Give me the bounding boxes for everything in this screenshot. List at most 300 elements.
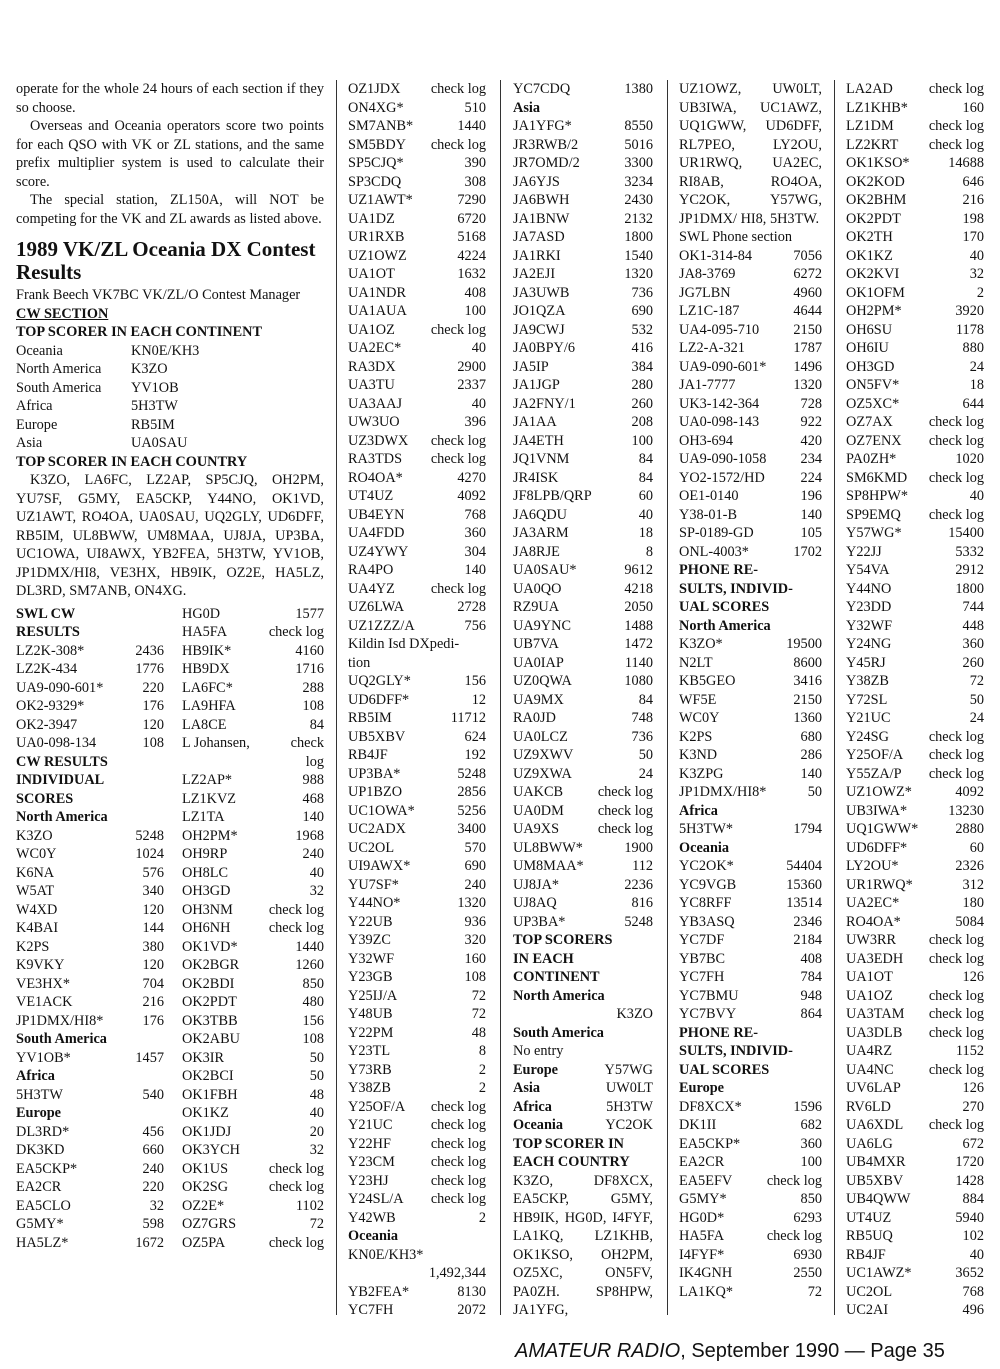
callsign-list: UZ1OWZ, UW0LT, UB3IWA, UC1AWZ, UQ1GWW, UD6DFF, RL7PEO, LY2OU, UR1RWQ, UA2EC, RI8AB, RO4OA, YC2OK, Y57WG, JP1DMX/ HI8, 5H3TW. xyxy=(679,81,822,227)
callsign: UA1DZ xyxy=(348,210,395,227)
score: 682 xyxy=(800,1117,822,1133)
callsign: Y73RB xyxy=(348,1061,392,1078)
score-row xyxy=(513,672,653,691)
intro-paragraph: operate for the whole 24 hours of each section if they so choose. xyxy=(16,81,324,116)
score: 1577 xyxy=(295,605,324,622)
subheading: SULTS, INDIVID- xyxy=(679,580,793,597)
callsign: SP-0189-GD xyxy=(679,525,754,541)
score: 744 xyxy=(962,599,984,615)
score: 2912 xyxy=(955,562,984,578)
callsign: Y21UC xyxy=(348,1117,393,1133)
score: 11712 xyxy=(450,710,486,726)
score-row xyxy=(679,876,822,895)
score-row xyxy=(846,894,984,913)
byline: Frank Beech VK7BC VK/ZL/O Contest Manager xyxy=(16,287,301,303)
continent-name: Oceania xyxy=(513,1117,564,1133)
callsign: UC2ADX xyxy=(348,821,406,837)
score-row xyxy=(348,1061,486,1080)
score: 2900 xyxy=(457,358,486,375)
score-row xyxy=(846,99,984,118)
score-row xyxy=(348,265,486,284)
score: 84 xyxy=(309,716,324,733)
callsign: UA2EC* xyxy=(348,340,402,356)
score-row xyxy=(513,136,653,155)
score-row xyxy=(679,950,822,969)
score: 108 xyxy=(142,735,164,751)
score: 1102 xyxy=(295,1197,324,1214)
callsign: UA2EC* xyxy=(846,895,900,911)
score: 220 xyxy=(142,1179,164,1195)
callsign: UC1OWA* xyxy=(348,802,415,819)
score-row xyxy=(348,561,486,580)
score: check log xyxy=(268,901,324,918)
callsign: UT4UZ xyxy=(348,488,394,504)
score-row xyxy=(16,1197,164,1216)
score: 48 xyxy=(471,1024,486,1041)
score-row xyxy=(846,376,984,395)
callsign: UZ1AWT* xyxy=(348,192,413,208)
score: check log xyxy=(928,747,984,763)
callsign: UA4RZ xyxy=(846,1043,893,1059)
score-row xyxy=(182,1160,324,1179)
score-row xyxy=(182,919,324,938)
callsign: JR7OMD/2 xyxy=(513,155,580,171)
score-row xyxy=(513,913,653,932)
score: check log xyxy=(928,469,984,486)
score-row xyxy=(679,265,822,284)
callsign: UAKCB xyxy=(513,784,564,800)
score-row xyxy=(846,672,984,691)
score-row xyxy=(513,80,653,99)
score: 102 xyxy=(962,1228,984,1244)
column-1 xyxy=(16,80,324,1252)
score-row xyxy=(16,679,164,698)
score-row xyxy=(182,1197,324,1216)
score-row xyxy=(16,1141,164,1160)
callsign: K9VKY xyxy=(16,957,65,973)
score-row xyxy=(348,746,486,765)
score: 48 xyxy=(309,1086,324,1103)
score: 40 xyxy=(471,395,486,412)
score: check log xyxy=(928,1061,984,1078)
callsign: YC8RFF xyxy=(679,895,732,911)
score-row xyxy=(513,210,653,229)
callsign: UA0LCZ xyxy=(513,728,568,745)
score-row xyxy=(846,136,984,155)
score: 140 xyxy=(302,809,324,825)
callsign: JA8-3769 xyxy=(679,266,736,282)
callsign: Y25IJ/A xyxy=(348,987,398,1004)
callsign: UZ1OWZ xyxy=(348,247,407,264)
callsign: VE1ACK xyxy=(16,994,73,1010)
callsign: OH3GD xyxy=(846,358,895,375)
score-row xyxy=(182,734,324,753)
score-row xyxy=(679,1172,822,1191)
score: 380 xyxy=(142,938,164,955)
score: 768 xyxy=(962,1283,984,1300)
callsign: UA0SAU* xyxy=(513,562,577,578)
score: 1968 xyxy=(295,827,324,844)
top-country-heading: TOP SCORER IN EACH COUNTRY xyxy=(16,453,248,470)
callsign: UA1OT xyxy=(846,969,893,985)
score-row xyxy=(846,543,984,562)
callsign: OK3YCH xyxy=(182,1142,240,1158)
callsign: UA4FDD xyxy=(348,525,405,541)
score: check log xyxy=(928,81,984,97)
score-row xyxy=(16,956,164,975)
callsign: UC2AI xyxy=(846,1302,889,1318)
score-row xyxy=(16,938,164,957)
continent-name: Europe xyxy=(513,1061,559,1078)
continued-line: 1,492,344 xyxy=(428,1265,486,1281)
score: 270 xyxy=(962,1098,984,1115)
callsign: UJ8AQ xyxy=(513,895,557,911)
continent-row xyxy=(16,379,324,398)
subheading: SWL CW xyxy=(16,605,76,622)
score: 234 xyxy=(800,451,822,467)
score: 1152 xyxy=(955,1043,984,1059)
callsign: HB9IK* xyxy=(182,642,232,659)
callsign: K2PS xyxy=(16,938,50,955)
sub-column-1 xyxy=(16,605,164,1253)
score: 540 xyxy=(142,1086,164,1103)
score-row xyxy=(513,413,653,432)
score: 240 xyxy=(302,846,324,862)
callsign: OK2BHM xyxy=(846,192,907,208)
score: 2550 xyxy=(793,1265,822,1281)
score: 532 xyxy=(631,321,653,338)
callsign: K3ZO* xyxy=(679,636,723,652)
score-row xyxy=(513,820,653,839)
score-row xyxy=(348,487,486,506)
score: check log xyxy=(430,432,486,449)
continent-callsign: RB5IM xyxy=(131,416,175,433)
score-row xyxy=(679,913,822,932)
score-row xyxy=(348,543,486,562)
score: 208 xyxy=(631,414,653,430)
score-row xyxy=(846,839,984,858)
score: 15360 xyxy=(786,876,822,893)
score-row xyxy=(513,728,653,747)
score: 240 xyxy=(464,876,486,893)
score: 5332 xyxy=(955,543,984,560)
score: 13230 xyxy=(948,802,984,819)
score: 32 xyxy=(309,1142,324,1158)
score: 396 xyxy=(464,414,486,430)
callsign: JA6BWH xyxy=(513,192,570,208)
score: check log xyxy=(928,1006,984,1022)
score-row xyxy=(16,1123,164,1142)
score-row xyxy=(348,1098,486,1117)
score: 8130 xyxy=(457,1283,486,1300)
callsign: UZ3DWX xyxy=(348,432,409,449)
callsign: OE1-0140 xyxy=(679,488,739,504)
callsign: Y39ZC xyxy=(348,932,391,948)
callsign: UB7VA xyxy=(513,636,559,652)
score: 1800 xyxy=(955,580,984,597)
score: check log xyxy=(928,987,984,1004)
score-row xyxy=(513,580,653,599)
callsign: Y38-01-B xyxy=(679,506,737,523)
score-row xyxy=(16,642,164,661)
score-row xyxy=(846,469,984,488)
score-row xyxy=(846,1301,984,1320)
score: 360 xyxy=(464,525,486,541)
top-country-list: K3ZO, LA6FC, LZ2AP, SP5CJQ, OH2PM, YU7SF, G5MY, EA5CKP, Y44NO, OK1VD, UZ1AWT, RO4OA, UA0SAU, UQ2GLY, UD6DFF, RB5IM, UL8BWW, UM8MAA, UJ8JA, UP3BA, UC1OWA, UI8AWX, YB2FEA, 5H3TW, YV1OB, JP1DMX/HI8, VE3HX, HB9IK, OZ2E, HA5LZ, DL3RD, SM7ANB, ON4XG. xyxy=(16,472,324,599)
subheading: IN EACH xyxy=(513,950,574,967)
callsign: SP9EMQ xyxy=(846,506,901,523)
score: 60 xyxy=(969,839,984,856)
callsign: SP5CJQ* xyxy=(348,155,404,171)
callsign: OK2BGR xyxy=(182,957,240,973)
callsign: YC7FH xyxy=(348,1302,394,1318)
score: 2856 xyxy=(457,784,486,800)
callsign: Y32WF xyxy=(846,617,893,634)
score: check log xyxy=(928,765,984,782)
score-row xyxy=(846,1227,984,1246)
callsign: JA0BPY/6 xyxy=(513,340,575,356)
score: 1787 xyxy=(793,340,822,356)
score: 390 xyxy=(464,155,486,171)
callsign: LA8CE xyxy=(182,716,227,733)
score: 1380 xyxy=(624,81,653,97)
score: 32 xyxy=(309,883,324,899)
score: 420 xyxy=(800,432,822,449)
callsign: OH6NH xyxy=(182,920,231,936)
score: 448 xyxy=(962,617,984,634)
score-row xyxy=(513,265,653,284)
score-row xyxy=(846,654,984,673)
score-row xyxy=(513,839,653,858)
callsign: UA9MX xyxy=(513,691,564,708)
callsign: LA2AD xyxy=(846,81,893,97)
callsign: RA4PO xyxy=(348,562,394,578)
callsign: EA5CKP* xyxy=(16,1160,78,1177)
score-row xyxy=(348,524,486,543)
callsign: OK1KSO* xyxy=(846,155,910,171)
score: 5248 xyxy=(457,765,486,782)
score: 1540 xyxy=(624,247,653,264)
score-row xyxy=(348,432,486,451)
score: check log xyxy=(430,580,486,597)
score-row xyxy=(679,820,822,839)
score-row xyxy=(348,1135,486,1154)
score: 176 xyxy=(142,1012,164,1029)
callsign: RV6LD xyxy=(846,1098,891,1115)
score-row xyxy=(348,376,486,395)
callsign: UA4NC xyxy=(846,1061,894,1078)
callsign: JA4ETH xyxy=(513,432,564,449)
callsign: Y45RJ xyxy=(846,654,886,671)
score-row xyxy=(348,913,486,932)
score-row xyxy=(846,1061,984,1080)
callsign: Y38ZB xyxy=(348,1080,391,1096)
score: check log xyxy=(928,506,984,523)
score-row xyxy=(679,1005,822,1024)
score-row xyxy=(679,543,822,562)
column-rule xyxy=(500,80,501,1315)
score-row xyxy=(16,1215,164,1234)
score: 416 xyxy=(631,340,653,356)
score-row xyxy=(16,1234,164,1253)
callsign: UA3AAJ xyxy=(348,395,403,412)
score-row xyxy=(679,1209,822,1228)
callsign: Y72SL xyxy=(846,691,888,708)
callsign: OK2TH xyxy=(846,229,893,245)
score-row xyxy=(348,284,486,303)
subheading: PHONE RE- xyxy=(679,562,759,578)
score: check log xyxy=(430,1154,486,1170)
score-row xyxy=(679,506,822,525)
score: 84 xyxy=(638,451,653,467)
score-row xyxy=(513,376,653,395)
continent-name: Oceania xyxy=(16,342,63,359)
subheading: South America xyxy=(513,1024,604,1041)
score: 4160 xyxy=(295,642,324,659)
score-row xyxy=(348,839,486,858)
score: 1320 xyxy=(793,377,822,393)
score-row xyxy=(513,543,653,562)
callsign: SM6KMD xyxy=(846,469,908,486)
score-row xyxy=(513,358,653,377)
callsign: Y22PM xyxy=(348,1024,394,1041)
callsign: WC0Y xyxy=(679,710,720,726)
callsign: OH3NM xyxy=(182,901,233,918)
score-row xyxy=(182,938,324,957)
callsign: YC7FH xyxy=(679,969,725,985)
score-row xyxy=(513,154,653,173)
callsign: YB2FEA* xyxy=(348,1283,410,1300)
callsign: LZ1KHB* xyxy=(846,99,908,116)
score-row xyxy=(846,228,984,247)
score: 84 xyxy=(638,469,653,486)
score-row xyxy=(513,524,653,543)
score: 1320 xyxy=(624,266,653,282)
score: 1457 xyxy=(135,1049,164,1066)
callsign: RB4JF xyxy=(846,1246,886,1263)
callsign: LA9HFA xyxy=(182,698,236,714)
score-row xyxy=(182,771,324,790)
score-row xyxy=(348,80,486,99)
score-row xyxy=(846,1172,984,1191)
score-row xyxy=(679,1190,822,1209)
callsign: LZ2-A-321 xyxy=(679,340,745,356)
callsign: Y25OF/A xyxy=(846,747,904,763)
score: 408 xyxy=(464,284,486,301)
callsign: Y32WF xyxy=(348,950,395,967)
score: 24 xyxy=(969,710,984,726)
score-row xyxy=(679,1153,822,1172)
score-row xyxy=(846,1264,984,1283)
callsign: JF8LPB/QRP xyxy=(513,488,592,504)
score-row xyxy=(348,857,486,876)
callsign: K3ND xyxy=(679,747,718,763)
score-row xyxy=(679,635,822,654)
callsign: OK1FBH xyxy=(182,1086,238,1103)
score: check log xyxy=(928,1117,984,1133)
continued-line: log xyxy=(305,753,324,770)
score: 3920 xyxy=(955,303,984,319)
magazine-name: AMATEUR RADIO xyxy=(515,1340,681,1362)
score: 576 xyxy=(142,864,164,881)
score: 140 xyxy=(464,562,486,578)
callsign: UA0-098-143 xyxy=(679,414,760,430)
score: 216 xyxy=(142,994,164,1010)
continent-name: North America xyxy=(16,361,102,377)
score: 3234 xyxy=(624,173,653,190)
winner-callsign: 5H3TW xyxy=(606,1098,653,1115)
score: check log xyxy=(766,1172,822,1189)
score: 624 xyxy=(464,728,486,745)
score-row xyxy=(348,469,486,488)
score: 690 xyxy=(631,303,653,319)
score: 140 xyxy=(800,506,822,523)
score-row xyxy=(348,1079,486,1098)
callsign: UC2OL xyxy=(348,839,395,856)
subheading: Europe xyxy=(16,1105,62,1121)
score: 1020 xyxy=(955,451,984,467)
callsign: HA5LZ* xyxy=(16,1234,69,1251)
score-row xyxy=(846,321,984,340)
subheading: Oceania xyxy=(679,839,730,856)
cw-section-heading: CW SECTION xyxy=(16,305,109,322)
callsign: Y55ZA/P xyxy=(846,765,902,782)
callsign: OH9RP xyxy=(182,846,228,862)
score-row xyxy=(348,506,486,525)
score: 646 xyxy=(962,173,984,190)
callsign: RB4JF xyxy=(348,747,388,763)
callsign: JA7ASD xyxy=(513,229,565,245)
score-row xyxy=(348,783,486,802)
score: 13514 xyxy=(786,895,822,911)
callsign: LZ1C-187 xyxy=(679,303,740,319)
score-row xyxy=(679,1098,822,1117)
callsign: W5AT xyxy=(16,883,55,899)
callsign: UW3RR xyxy=(846,932,897,948)
score-row xyxy=(348,339,486,358)
score: 320 xyxy=(464,932,486,948)
score-row xyxy=(846,746,984,765)
score-row xyxy=(348,358,486,377)
score: check log xyxy=(928,728,984,745)
text-line: Kildin Isd DXpedi- xyxy=(348,636,460,652)
score-row xyxy=(182,1067,324,1086)
callsign: OH6SU xyxy=(846,321,893,338)
score: 360 xyxy=(962,636,984,652)
callsign: G5MY* xyxy=(679,1191,727,1207)
score-row xyxy=(182,1104,324,1123)
score: check log xyxy=(928,432,984,449)
callsign: OK2BDI xyxy=(182,975,235,992)
score-row xyxy=(846,783,984,802)
score: 84 xyxy=(638,691,653,708)
score: 672 xyxy=(962,1135,984,1152)
callsign: YC9VGB xyxy=(679,876,737,893)
callsign: Y44NO xyxy=(846,580,892,597)
callsign: UZ6LWA xyxy=(348,599,405,615)
score: 50 xyxy=(807,784,822,800)
continent-row xyxy=(16,434,324,453)
callsign: UA0DM xyxy=(513,802,564,819)
score: 1702 xyxy=(793,543,822,560)
callsign: UA1OZ xyxy=(846,987,893,1004)
score: 15400 xyxy=(948,525,984,541)
score-row xyxy=(846,1153,984,1172)
score: 2050 xyxy=(624,599,653,615)
continent-callsign: YV1OB xyxy=(131,379,179,396)
callsign: RA3DX xyxy=(348,358,396,375)
score: 5248 xyxy=(135,827,164,844)
